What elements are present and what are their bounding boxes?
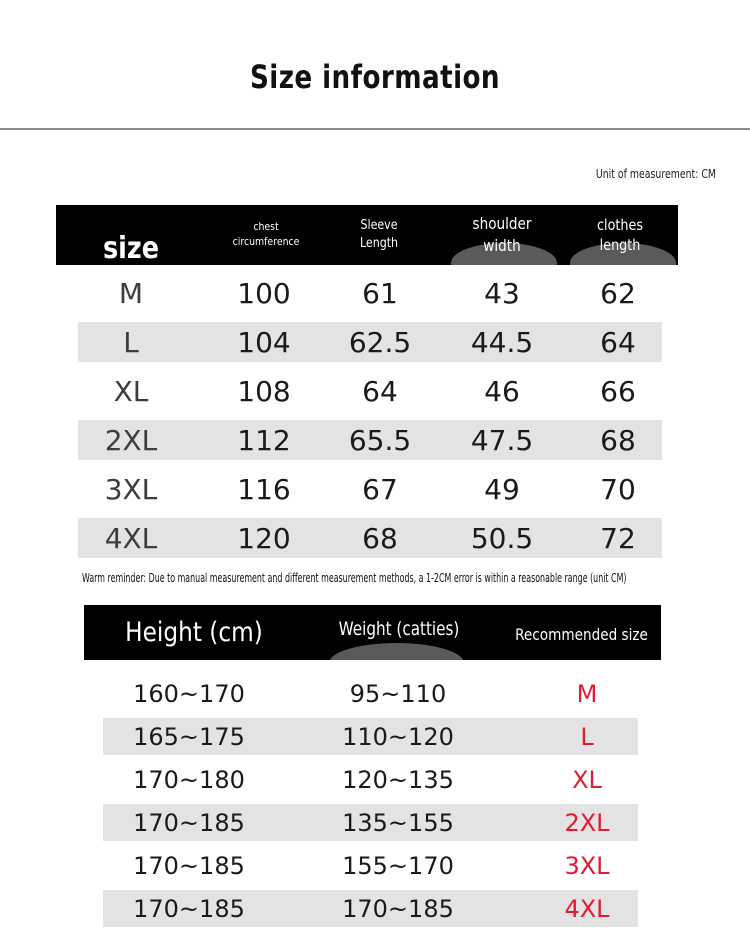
recommend-table-row — [103, 761, 638, 798]
size-cell: 3XL — [104, 472, 158, 506]
header-size: size — [102, 230, 160, 265]
height-cell: 170~180 — [133, 765, 245, 794]
sleeve-cell: 61 — [362, 276, 398, 310]
shoulder-cell: 47.5 — [470, 423, 534, 457]
length-cell: 70 — [600, 472, 636, 506]
weight-cell: 110~120 — [342, 722, 454, 751]
height-cell: 170~185 — [133, 808, 245, 837]
shoulder-cell: 50.5 — [470, 521, 534, 555]
length-cell: 66 — [600, 374, 636, 408]
size-table-row — [78, 518, 662, 558]
header-height: Height (cm) — [125, 617, 263, 648]
shoulder-cell: 43 — [484, 276, 520, 310]
chest-cell: 100 — [237, 276, 291, 310]
header-sleeve: Sleeve Length — [359, 218, 399, 251]
height-cell: 170~185 — [133, 894, 245, 923]
recommend-table-row — [103, 804, 638, 841]
shoulder-cell: 44.5 — [470, 325, 534, 359]
size-cell: XL — [113, 374, 149, 408]
size-table-row — [78, 273, 662, 313]
page-title: Size information — [249, 58, 500, 96]
length-cell: 68 — [600, 423, 636, 457]
size-table-row — [78, 371, 662, 411]
size-cell: L — [123, 325, 139, 359]
header-shoulder: shoulder width — [472, 214, 532, 255]
recommended-size-cell: L — [580, 722, 594, 751]
chest-cell: 104 — [237, 325, 291, 359]
header-chest: chest circumference — [232, 220, 300, 248]
sleeve-cell: 62.5 — [348, 325, 412, 359]
title-divider — [0, 128, 750, 130]
weight-cell: 135~155 — [342, 808, 454, 837]
header-weight: Weight (catties) — [338, 617, 460, 640]
height-cell: 170~185 — [133, 851, 245, 880]
chest-cell: 120 — [237, 521, 291, 555]
chest-cell: 116 — [237, 472, 291, 506]
sleeve-cell: 65.5 — [348, 423, 412, 457]
recommend-table-header — [84, 605, 661, 660]
weight-cell: 120~135 — [342, 765, 454, 794]
recommended-size-cell: 2XL — [564, 808, 610, 837]
header-recommended-size: Recommended size — [515, 625, 648, 644]
length-cell: 62 — [600, 276, 636, 310]
length-cell: 72 — [600, 521, 636, 555]
chest-cell: 108 — [237, 374, 291, 408]
size-table-row — [78, 322, 662, 362]
recommend-table-row — [103, 675, 638, 712]
recommend-table-row — [103, 890, 638, 927]
size-cell: 4XL — [104, 521, 158, 555]
size-cell: M — [118, 276, 144, 310]
unit-note: Unit of measurement: CM — [595, 167, 716, 181]
length-cell: 64 — [600, 325, 636, 359]
height-cell: 160~170 — [133, 679, 245, 708]
recommended-size-cell: M — [576, 679, 598, 708]
recommended-size-cell: XL — [572, 765, 602, 794]
weight-cell: 95~110 — [349, 679, 447, 708]
weight-cell: 155~170 — [342, 851, 454, 880]
height-cell: 165~175 — [133, 722, 245, 751]
shoulder-cell: 49 — [484, 472, 520, 506]
sleeve-cell: 67 — [362, 472, 398, 506]
sleeve-cell: 68 — [362, 521, 398, 555]
size-table-row — [78, 469, 662, 509]
shoulder-cell: 46 — [484, 374, 520, 408]
weight-cell: 170~185 — [342, 894, 454, 923]
sleeve-cell: 64 — [362, 374, 398, 408]
chest-cell: 112 — [237, 423, 291, 457]
measurement-reminder: Warm reminder: Due to manual measurement and different measurement methods, a 1-2CM error is within a reasonable range (unit CM) — [82, 571, 627, 585]
header-length: clothes length — [597, 215, 643, 254]
size-table-header — [56, 205, 678, 265]
size-cell: 2XL — [104, 423, 158, 457]
recommended-size-cell: 3XL — [564, 851, 610, 880]
recommend-table-row — [103, 718, 638, 755]
size-table-row — [78, 420, 662, 460]
recommended-size-cell: 4XL — [564, 894, 610, 923]
recommend-table-row — [103, 847, 638, 884]
